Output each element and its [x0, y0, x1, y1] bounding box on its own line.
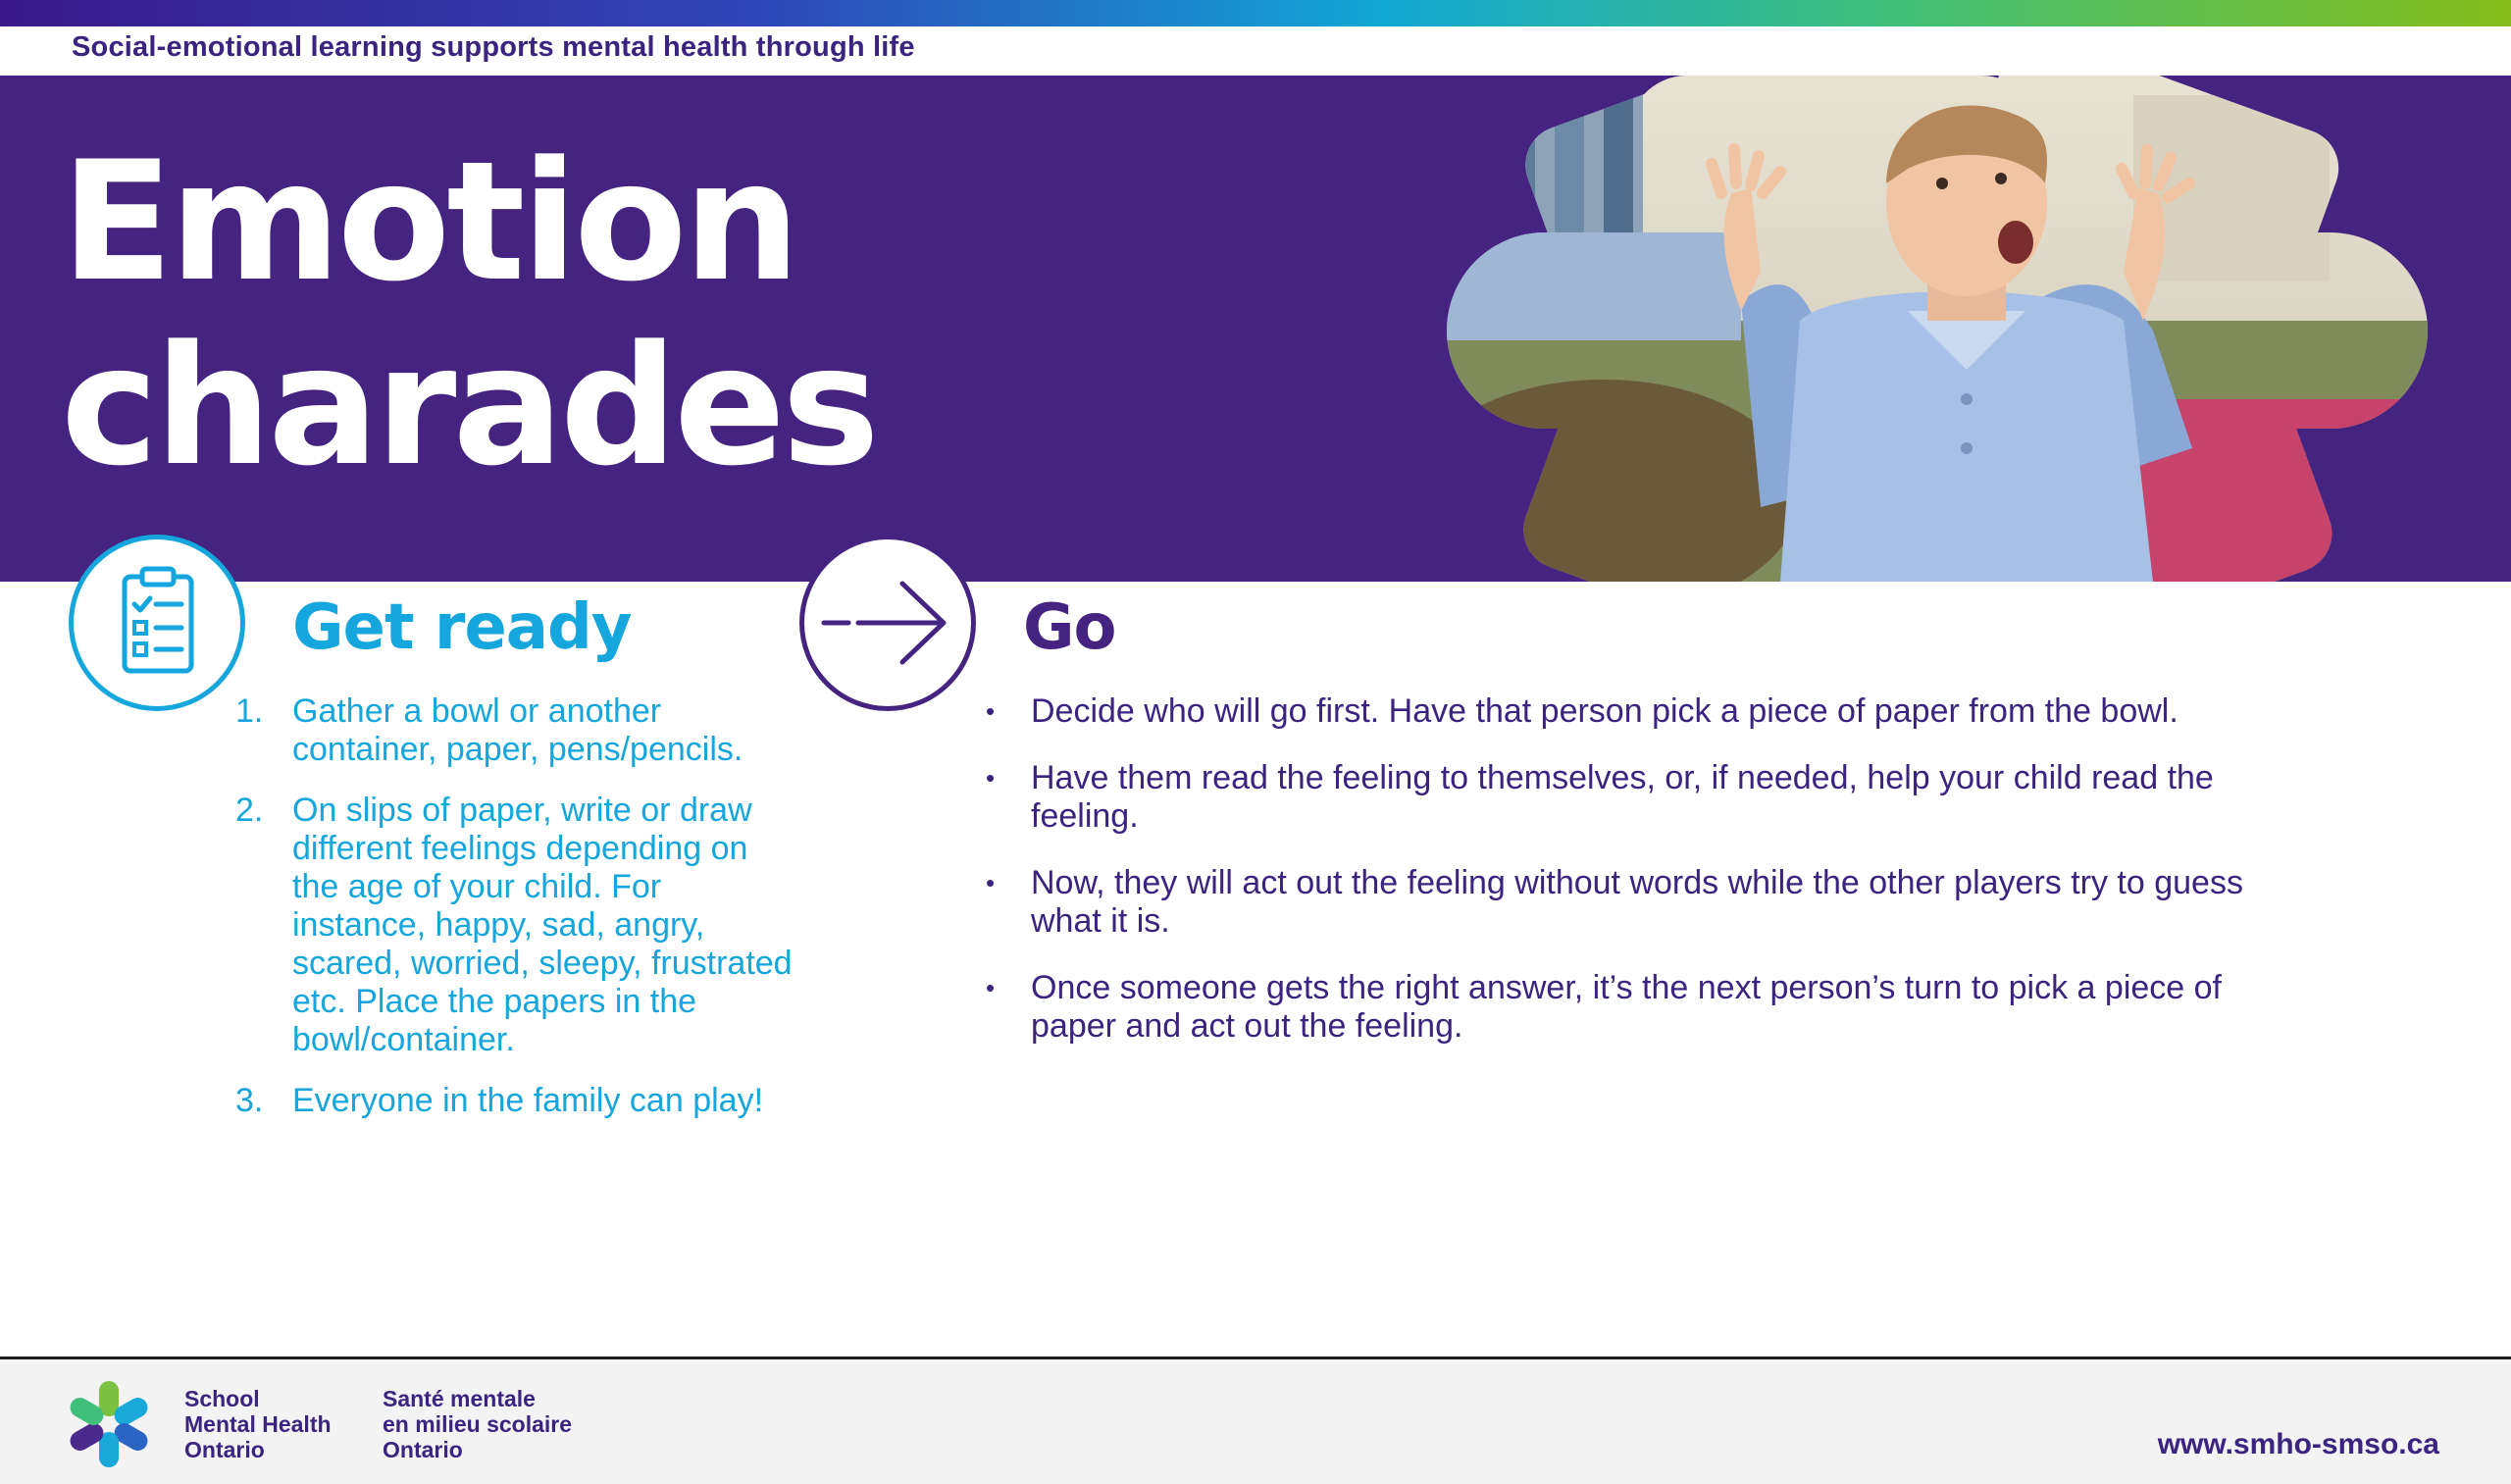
child-photo [1447, 76, 2428, 582]
title-banner [0, 76, 2511, 582]
list-item-text: Once someone gets the right answer, it’s the next person’s turn to pick a piece of paper and act out the feeling. [1031, 969, 2222, 1045]
list-item-number: 2. [235, 792, 264, 829]
title-line-1: Emotion [61, 126, 797, 318]
list-item [235, 1082, 794, 1120]
org-name-line: Ontario [383, 1437, 463, 1462]
list-item-text: Everyone in the family can play! [292, 1082, 764, 1119]
bullet: • [986, 696, 996, 726]
list-item [986, 969, 2300, 1046]
bullet: • [986, 973, 996, 1002]
get-ready-list [235, 692, 794, 1143]
org-name-line: Santé mentale [383, 1386, 536, 1411]
list-item-text: Have them read the feeling to themselves, or, if needed, help your child read the feeling. [1031, 759, 2214, 835]
list-item-number: 1. [235, 692, 264, 730]
bullet: • [986, 868, 996, 897]
org-name-line: Mental Health [184, 1411, 332, 1437]
list-item-number: 3. [235, 1082, 264, 1119]
list-item-text: Now, they will act out the feeling without words while the other players try to guess what it is. [1031, 864, 2243, 940]
get-ready-heading: Get ready [292, 591, 632, 664]
title-line-2: charades [61, 310, 876, 502]
list-item [235, 692, 794, 769]
org-name-line: Ontario [184, 1437, 265, 1462]
go-heading: Go [1023, 591, 1116, 664]
list-item [986, 864, 2300, 941]
gradient-top-bar [0, 0, 2511, 26]
go-list [986, 692, 2300, 1074]
list-item-text: Gather a bowl or another container, paper, pens/pencils. [292, 692, 743, 768]
arrow-right-icon [799, 535, 976, 711]
clipboard-checklist-icon [69, 535, 245, 711]
list-item [986, 692, 2300, 731]
bullet: • [986, 763, 996, 793]
org-name-french [383, 1386, 572, 1462]
header-tagline: Social-emotional learning supports mental health through life [72, 31, 915, 63]
website-link[interactable]: www.smho-smso.ca [2157, 1428, 2439, 1460]
org-name-line: School [184, 1386, 260, 1411]
list-item-text: On slips of paper, write or draw different feelings depending on the age of your child. For instance, happy, sad, angry, scared, worried, sleepy, frustrated etc. Place the papers in the bowl/container. [292, 792, 793, 1058]
list-item-text: Decide who will go first. Have that person pick a piece of paper from the bowl. [1031, 692, 2178, 730]
org-name-english [184, 1386, 332, 1462]
page-footer [0, 1356, 2511, 1484]
list-item [986, 759, 2300, 836]
smho-flower-logo-icon [64, 1379, 154, 1469]
page-title [61, 126, 876, 502]
list-item [235, 792, 794, 1059]
org-name-line: en milieu scolaire [383, 1411, 573, 1437]
